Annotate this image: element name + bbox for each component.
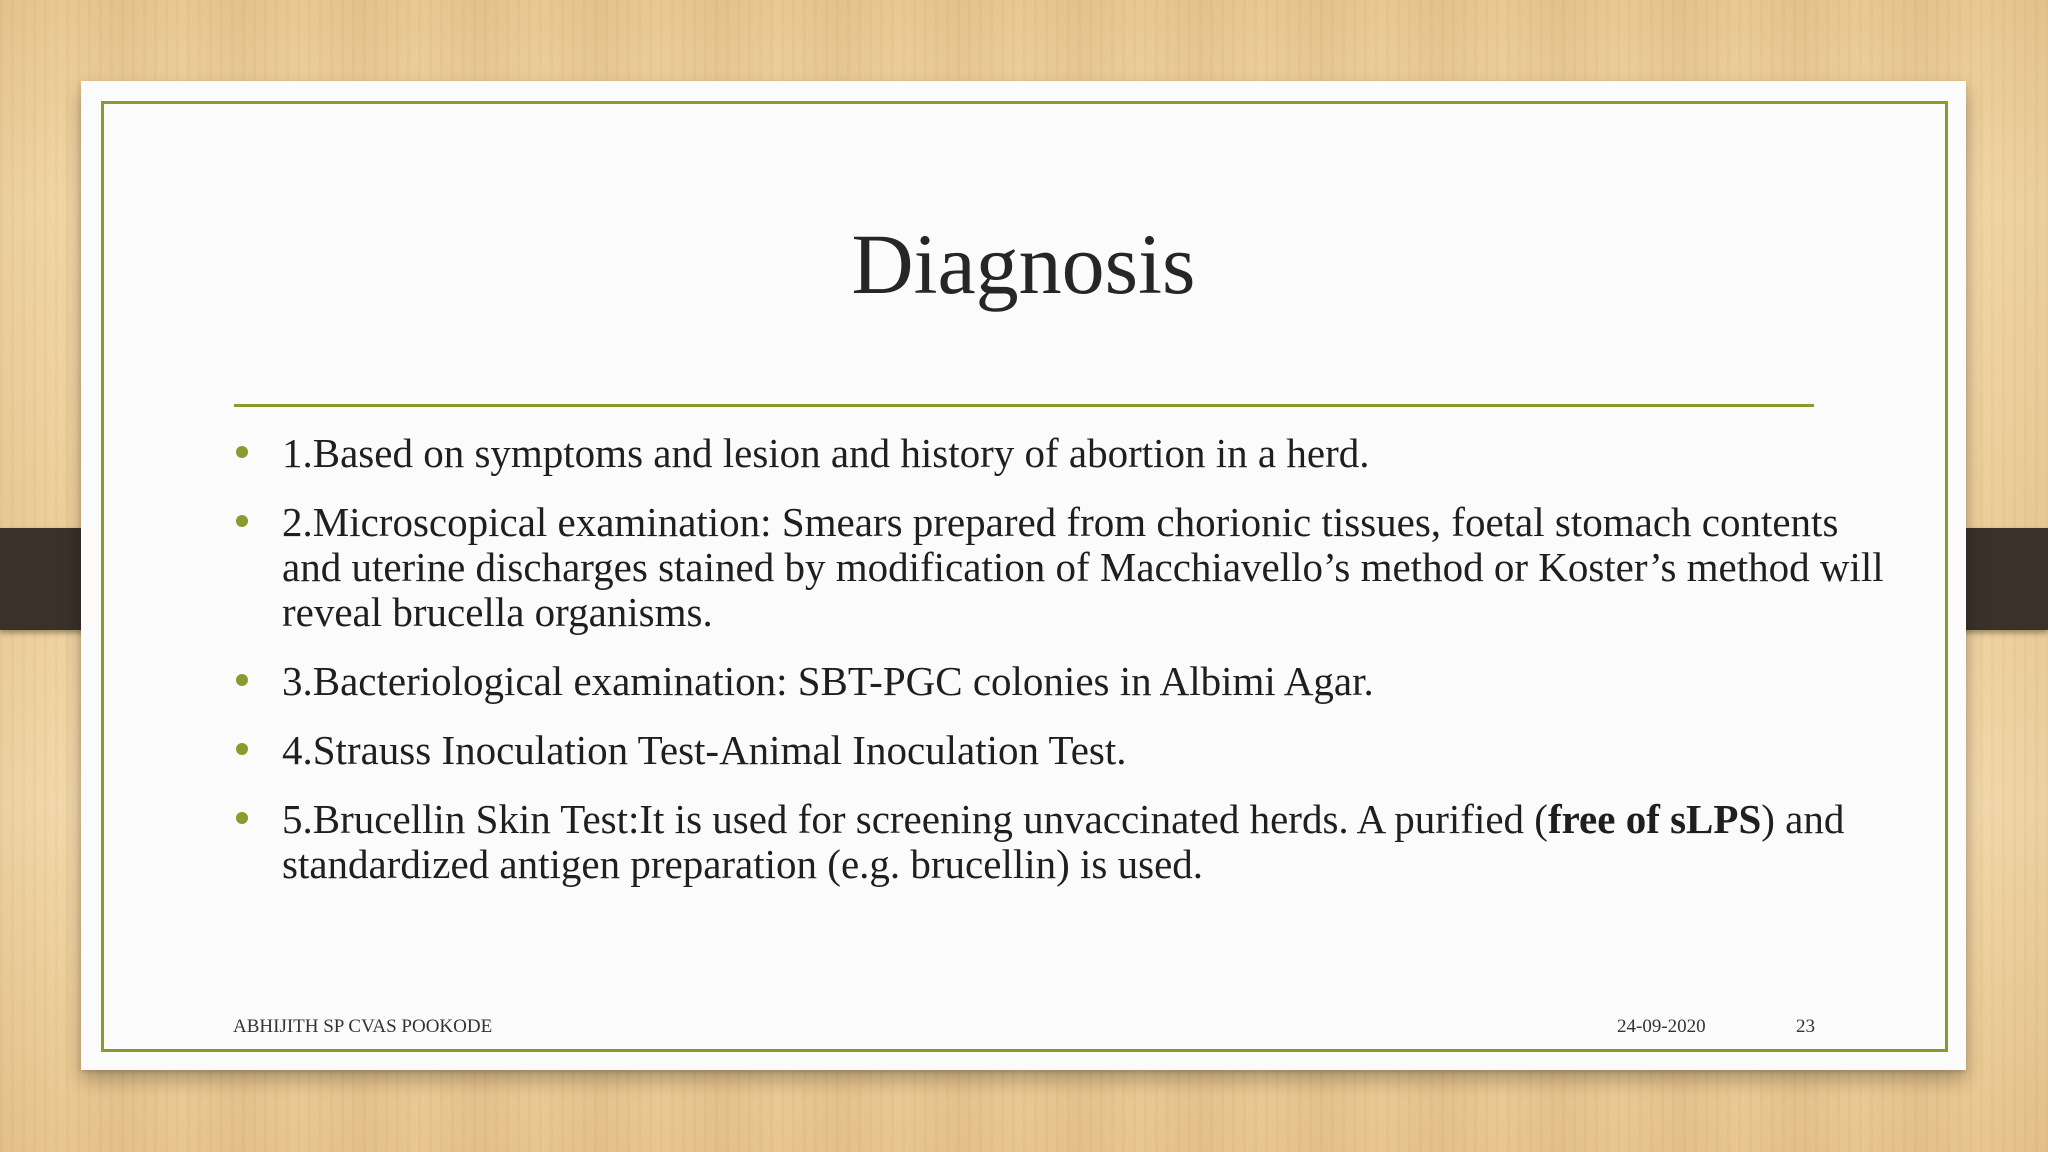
bullet-list [234, 431, 1894, 911]
bullet-text-post: ) and standardized antigen preparation (e.g. brucellin) is used. [282, 796, 1845, 887]
bullet-item [234, 728, 1894, 773]
bullet-text: 2.Microscopical examination: Smears prepared from chorionic tissues, foetal stomach contents and uterine discharges stained by modification of Macchiavello’s method or Koster’s method will reveal brucella organisms. [282, 499, 1884, 635]
bullet-item [234, 797, 1894, 887]
bullet-dot-icon [236, 743, 248, 755]
slide-title: Diagnosis [851, 216, 1196, 312]
footer-page-number: 23 [1796, 1016, 1815, 1037]
bullet-text-pre: 5.Brucellin Skin Test:It is used for screening unvaccinated herds. A purified ( [282, 796, 1548, 842]
bullet-text: 1.Based on symptoms and lesion and history of abortion in a herd. [282, 430, 1370, 476]
bullet-dot-icon [236, 674, 248, 686]
title-divider [234, 404, 1814, 407]
bullet-item [234, 500, 1894, 635]
bullet-item [234, 431, 1894, 476]
bullet-text: 3.Bacteriological examination: SBT-PGC colonies in Albimi Agar. [282, 658, 1374, 704]
footer-date: 24-09-2020 [1617, 1016, 1706, 1037]
bullet-dot-icon [236, 515, 248, 527]
slide [81, 81, 1966, 1070]
bullet-item [234, 659, 1894, 704]
bullet-dot-icon [236, 446, 248, 458]
footer-author: ABHIJITH SP CVAS POOKODE [233, 1016, 493, 1037]
bullet-text-bold: free of sLPS [1547, 796, 1762, 842]
bullet-text: 4.Strauss Inoculation Test-Animal Inoculation Test. [282, 727, 1127, 773]
bullet-dot-icon [236, 812, 248, 824]
